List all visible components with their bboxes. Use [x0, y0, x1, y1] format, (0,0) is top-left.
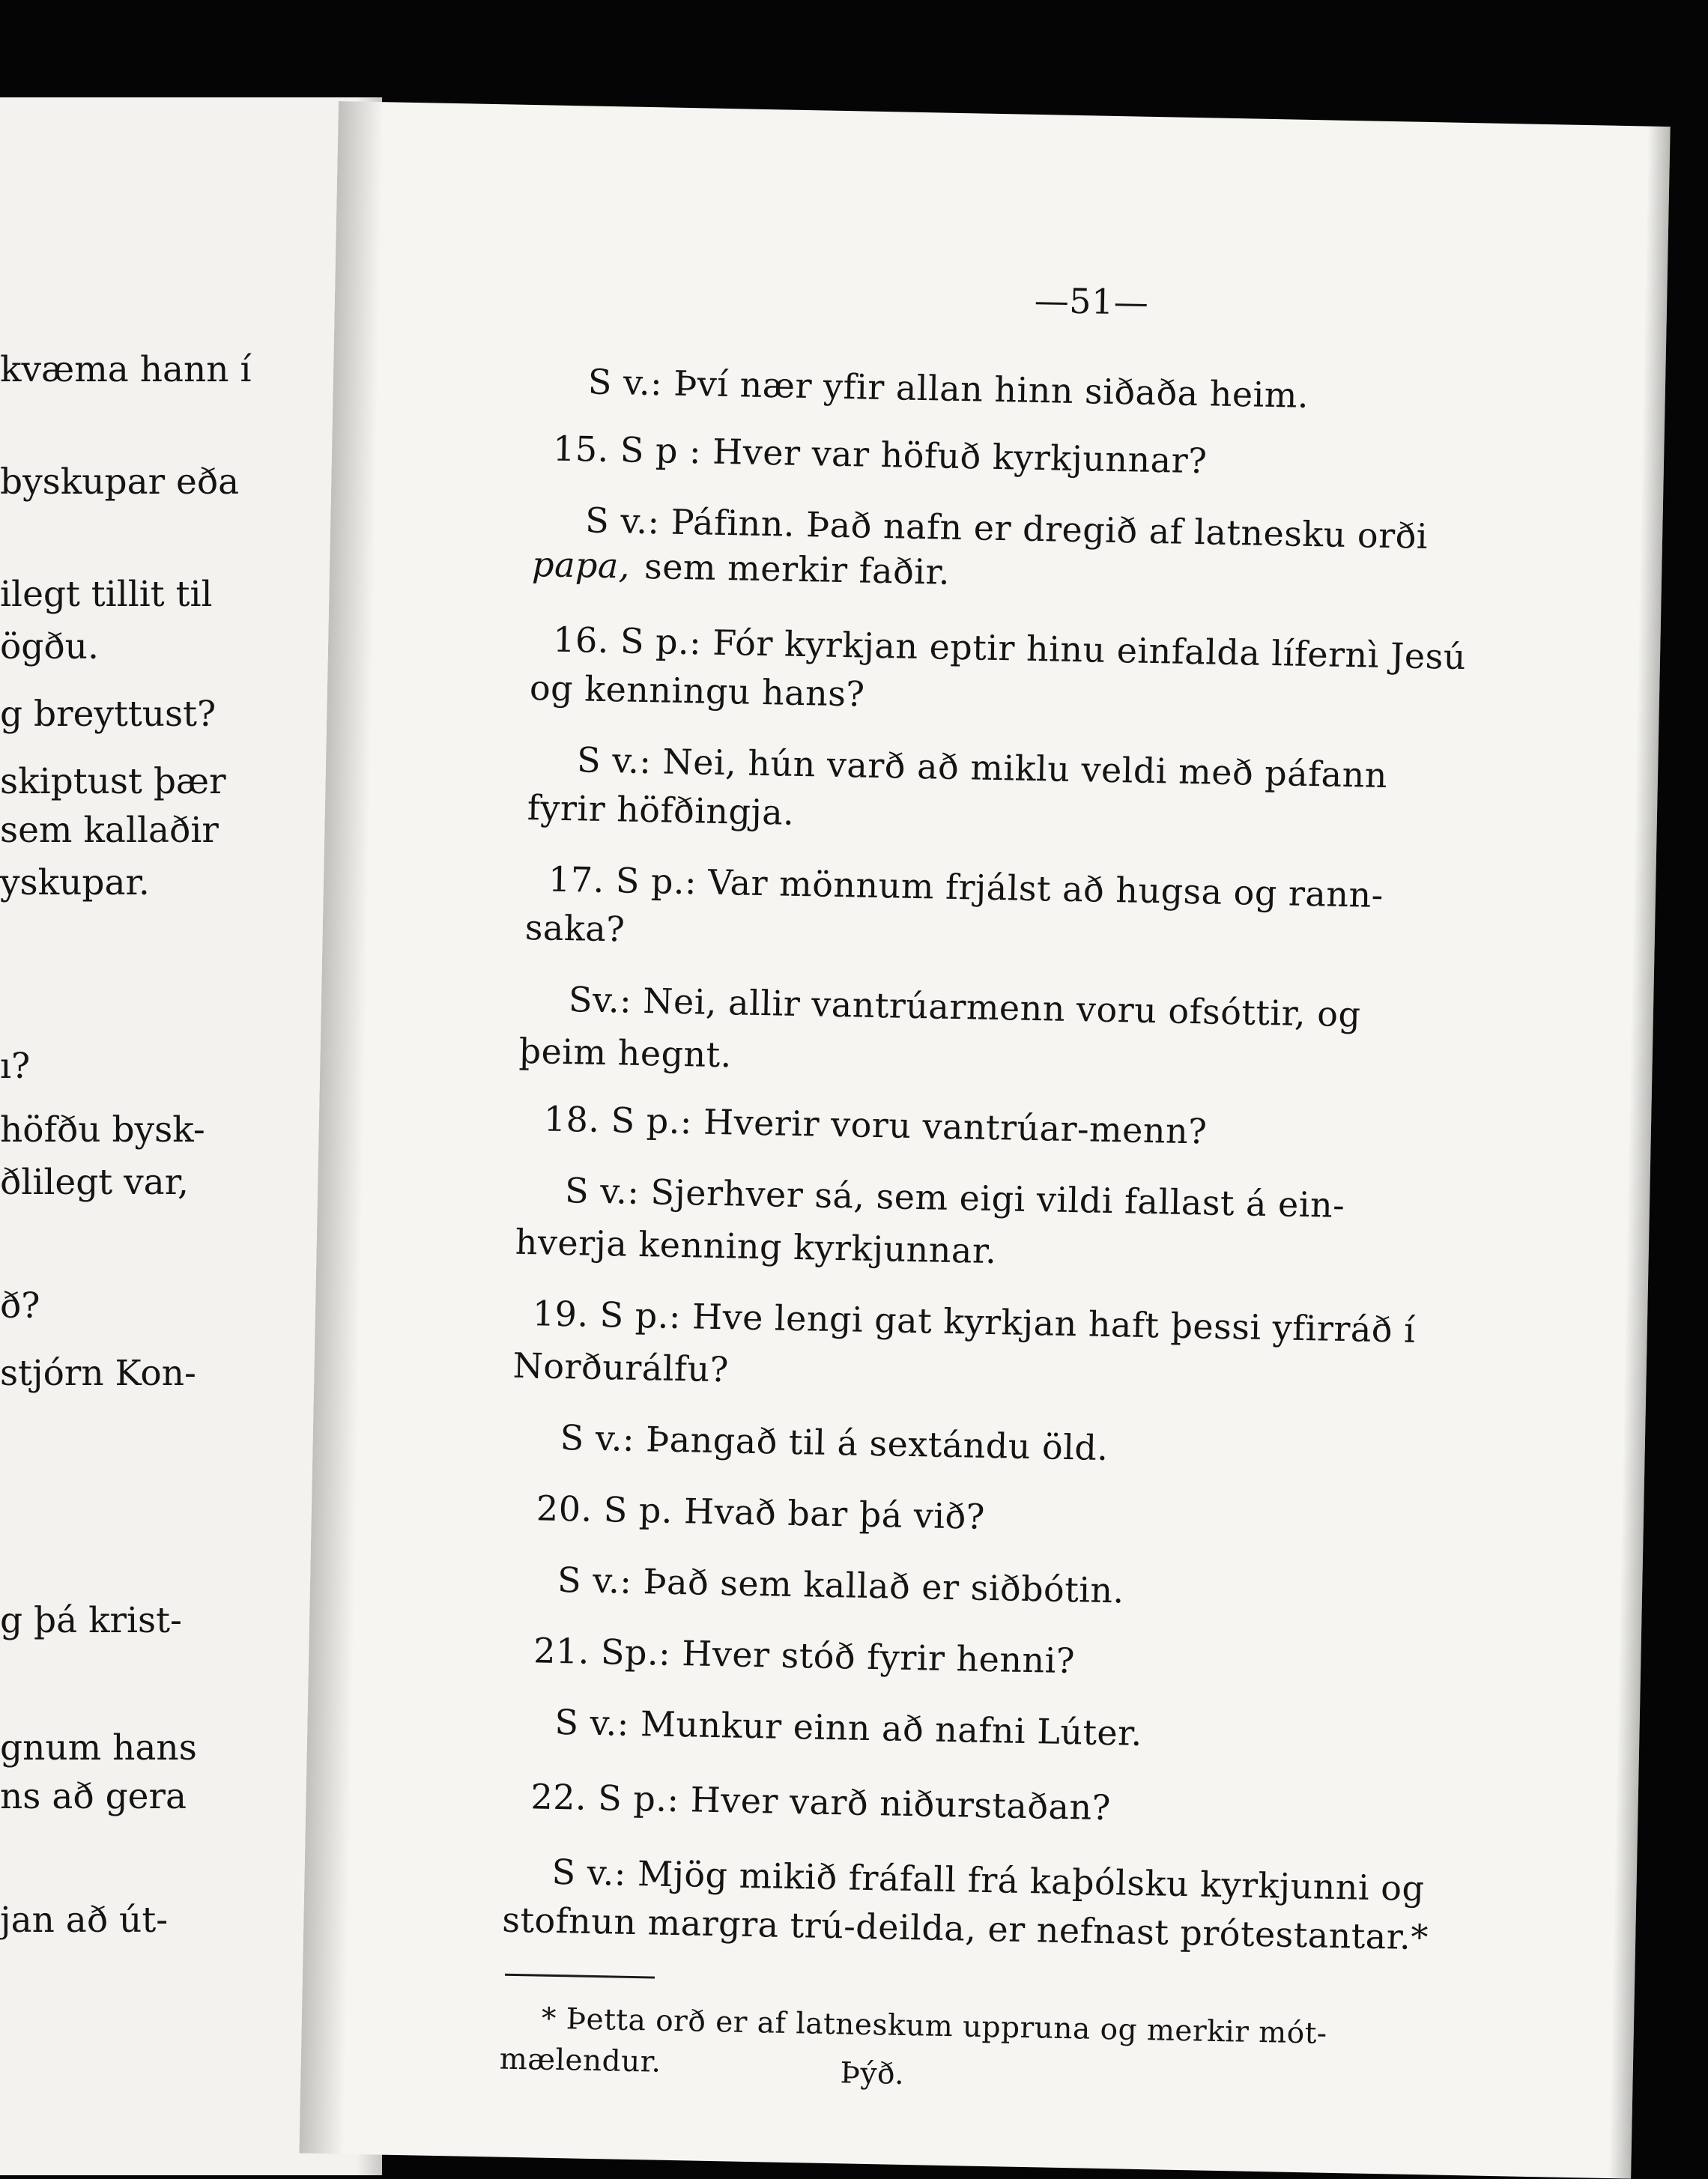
left-line: byskupar eða	[0, 461, 240, 503]
left-line: stjórn Kon-	[0, 1353, 196, 1394]
left-line: ðlilegt var,	[0, 1162, 189, 1203]
text-line: 19. S p.: Hve lengi gat kyrkjan haft þessi yfirráð í	[532, 1293, 1416, 1351]
text-line-italic: papa,	[531, 544, 631, 587]
left-line: ögðu.	[0, 626, 99, 667]
text-line: saka?	[524, 906, 626, 950]
footnote-signature: Þýð.	[840, 2056, 905, 2091]
page-number: —51—	[1034, 279, 1149, 323]
left-line: g breyttust?	[0, 694, 216, 735]
left-line: yskupar.	[0, 862, 150, 903]
text-line: 20. S p. Hvað bar þá við?	[536, 1488, 986, 1537]
text-line: 21. Sp.: Hver stóð fyrir henni?	[533, 1630, 1076, 1682]
footnote-line: * Þetta orð er af latneskum uppruna og merkir mót-	[541, 2001, 1327, 2051]
left-line: gnum hans	[0, 1727, 197, 1769]
left-line: ilegt tillit til	[0, 574, 213, 615]
left-line: skiptust þær	[0, 761, 226, 802]
text-line: S v.: Því nær yfir allan hinn siðaða heim.	[587, 361, 1309, 416]
text-line: S v.: Þangað til á sextándu öld.	[560, 1417, 1109, 1469]
text-line: og kenningu hans?	[529, 667, 866, 715]
footnote-rule	[505, 1974, 655, 1979]
left-line: g þá krist-	[0, 1600, 182, 1641]
text-line: stofnun margra trú-deilda, er nefnast prótestantar.*	[501, 1899, 1429, 1958]
text-line: sem merkir faðir.	[643, 545, 951, 593]
text-line: Norðurálfu?	[512, 1345, 730, 1390]
left-line: jan að út-	[0, 1900, 169, 1941]
text-line: S v.: Mjög mikið fráfall frá kaþólsku kyrkjunni og	[551, 1851, 1425, 1909]
book-page	[299, 101, 1670, 2179]
text-line: þeim hegnt.	[518, 1030, 733, 1076]
text-line: 16. S p.: Fór kyrkjan eptir hinu einfalda lífernì Jesú	[552, 619, 1467, 678]
left-line: ı?	[0, 1046, 31, 1087]
scan-background-top	[0, 0, 1708, 97]
text-line: hverja kenning kyrkjunnar.	[515, 1221, 997, 1272]
left-line: ð?	[0, 1285, 40, 1327]
left-line: ns að gera	[0, 1776, 187, 1817]
left-line: sem kallaðir	[0, 810, 219, 851]
text-line: fyrir höfðingja.	[527, 787, 795, 833]
text-line: S v.: Það sem kallað er siðbótin.	[557, 1559, 1125, 1611]
text-line: Sv.: Nei, allir vantrúarmenn voru ofsóttir, og	[568, 979, 1361, 1035]
text-line: 18. S p.: Hverir voru vantrúar-menn?	[543, 1098, 1208, 1152]
text-line: S v.: Sjerhver sá, sem eigi vildi fallast á ein-	[564, 1170, 1345, 1226]
footnote-line: mælendur.	[499, 2042, 661, 2079]
text-line: 22. S p.: Hver varð niðurstaðan?	[530, 1776, 1112, 1828]
left-line: höfðu bysk-	[0, 1109, 205, 1151]
text-line: 17. S p.: Var mönnum frjálst að hugsa og rann-	[548, 858, 1384, 915]
text-line: S v.: Nei, hún varð að miklu veldi með páfann	[576, 739, 1388, 796]
text-line: S v.: Páfinn. Það nafn er dregið af latnesku orði	[584, 500, 1429, 557]
left-line: kvæma hann í	[0, 349, 252, 390]
text-line: S v.: Munkur einn að nafni Lúter.	[554, 1701, 1143, 1754]
text-line: 15. S p : Hver var höfuð kyrkjunnar?	[552, 428, 1208, 482]
